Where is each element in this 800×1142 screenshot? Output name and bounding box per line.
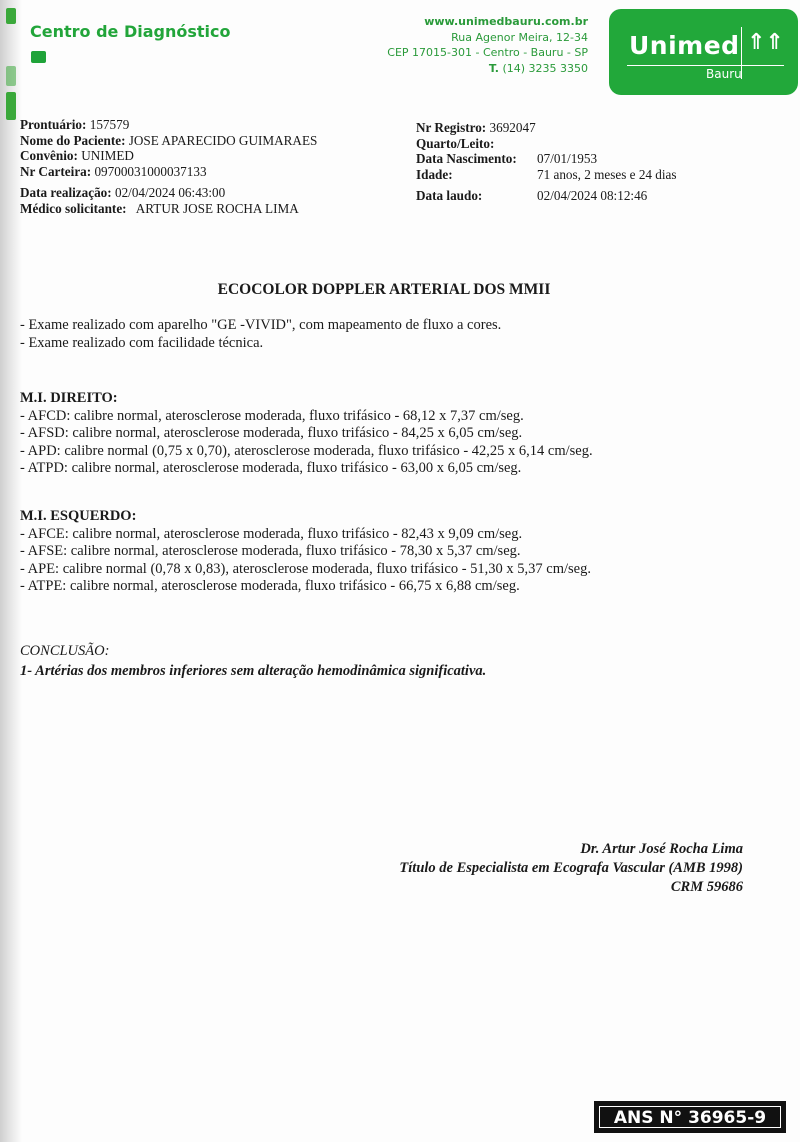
website-link[interactable]: www.unimedbauru.com.br (424, 15, 588, 28)
registro-label: Nr Registro: (416, 120, 487, 135)
phone-label: T. (488, 61, 499, 75)
phone-number: (14) 3235 3350 (502, 61, 588, 75)
signer-title: Título de Especialista em Ecografa Vascular (AMB 1998) (399, 860, 743, 876)
intro-line: - Exame realizado com aparelho "GE -VIVID", com mapeamento de fluxo a cores. (20, 317, 502, 333)
brand-title: Centro de Diagnóstico (30, 22, 231, 41)
idade-label: Idade: (416, 166, 453, 182)
patient-name-value: JOSE APARECIDO GUIMARAES (128, 132, 318, 148)
carteira-value: 09700031000037133 (94, 163, 207, 179)
logo-name: Unimed (629, 31, 740, 60)
patient-info-right (416, 120, 677, 204)
prontuario-value: 157579 (89, 117, 130, 132)
conclusion-block (20, 641, 486, 681)
address-line-1: Rua Agenor Meira, 12-34 (451, 30, 588, 44)
left-leg-section (20, 508, 591, 596)
brand-square-icon (31, 51, 46, 63)
conclusion-title: CONCLUSÃO: (20, 643, 110, 659)
finding-line: - APE: calibre normal (0,78 x 0,83), aterosclerose moderada, fluxo trifásico - 51,30 x 5,37 cm/seg. (20, 560, 591, 577)
data-laudo-value: 02/04/2024 08:12:46 (537, 188, 648, 203)
signer-crm: CRM 59686 (670, 879, 743, 895)
nascimento-label: Data Nascimento: (416, 151, 517, 166)
logo-subtitle: Bauru (706, 67, 742, 81)
finding-line: - AFCE: calibre normal, aterosclerose moderada, fluxo trifásico - 82,43 x 9,09 cm/seg. (20, 525, 523, 542)
right-leg-section (20, 390, 593, 478)
nascimento-value: 07/01/1953 (537, 151, 598, 166)
data-laudo-label: Data laudo: (416, 188, 483, 203)
unimed-logo (609, 9, 798, 95)
carteira-label: Nr Carteira: (20, 163, 92, 179)
unimed-tree-icon: ⇑⇑ (747, 30, 784, 55)
quarto-label: Quarto/Leito: (416, 135, 495, 151)
intro-block (20, 317, 501, 352)
contact-block (387, 14, 588, 76)
green-tab-mark (6, 66, 16, 86)
medico-label: Médico solicitante: (20, 200, 127, 216)
right-leg-title: M.I. DIREITO: (20, 390, 118, 406)
idade-value: 71 anos, 2 meses e 24 dias (537, 166, 677, 182)
finding-line: - AFSE: calibre normal, aterosclerose moderada, fluxo trifásico - 78,30 x 5,37 cm/seg. (20, 543, 521, 559)
convenio-label: Convênio: (20, 148, 78, 163)
conclusion-text: 1- Artérias dos membros inferiores sem alteração hemodinâmica significativa. (20, 663, 487, 679)
intro-line: - Exame realizado com facilidade técnica. (20, 334, 264, 351)
finding-line: - ATPE: calibre normal, aterosclerose moderada, fluxo trifásico - 66,75 x 6,88 cm/seg. (20, 578, 520, 594)
medico-value: ARTUR JOSE ROCHA LIMA (135, 200, 299, 216)
finding-line: - AFSD: calibre normal, aterosclerose moderada, fluxo trifásico - 84,25 x 6,05 cm/seg. (20, 425, 523, 441)
logo-divider (627, 65, 784, 66)
report-title: ECOCOLOR DOPPLER ARTERIAL DOS MMII (217, 281, 551, 298)
signer-name: Dr. Artur José Rocha Lima (580, 841, 743, 857)
registro-value: 3692047 (489, 120, 536, 135)
prontuario-label: Prontuário: (20, 117, 87, 132)
data-realizacao-value: 02/04/2024 06:43:00 (114, 185, 226, 200)
ans-number: ANS N° 36965-9 (599, 1106, 781, 1128)
patient-name-label: Nome do Paciente: (20, 132, 126, 148)
phone-line (387, 61, 588, 77)
left-leg-title: M.I. ESQUERDO: (20, 508, 137, 524)
finding-line: - AFCD: calibre normal, aterosclerose moderada, fluxo trifásico - 68,12 x 7,37 cm/seg. (20, 407, 524, 424)
finding-line: - APD: calibre normal (0,75 x 0,70), aterosclerose moderada, fluxo trifásico - 42,25 x 6,14 cm/seg. (20, 442, 593, 459)
patient-info-left (20, 117, 317, 216)
data-realizacao-label: Data realização: (20, 185, 112, 200)
scan-edge-shadow (0, 0, 22, 1142)
address-line-2: CEP 17015-301 - Centro - Bauru - SP (387, 46, 588, 59)
convenio-value: UNIMED (81, 148, 134, 163)
signature-block (399, 840, 743, 897)
finding-line: - ATPD: calibre normal, aterosclerose moderada, fluxo trifásico - 63,00 x 6,05 cm/seg. (20, 460, 522, 476)
green-tab-mark (6, 92, 16, 120)
ans-badge (594, 1101, 786, 1133)
green-tab-mark (6, 8, 16, 24)
